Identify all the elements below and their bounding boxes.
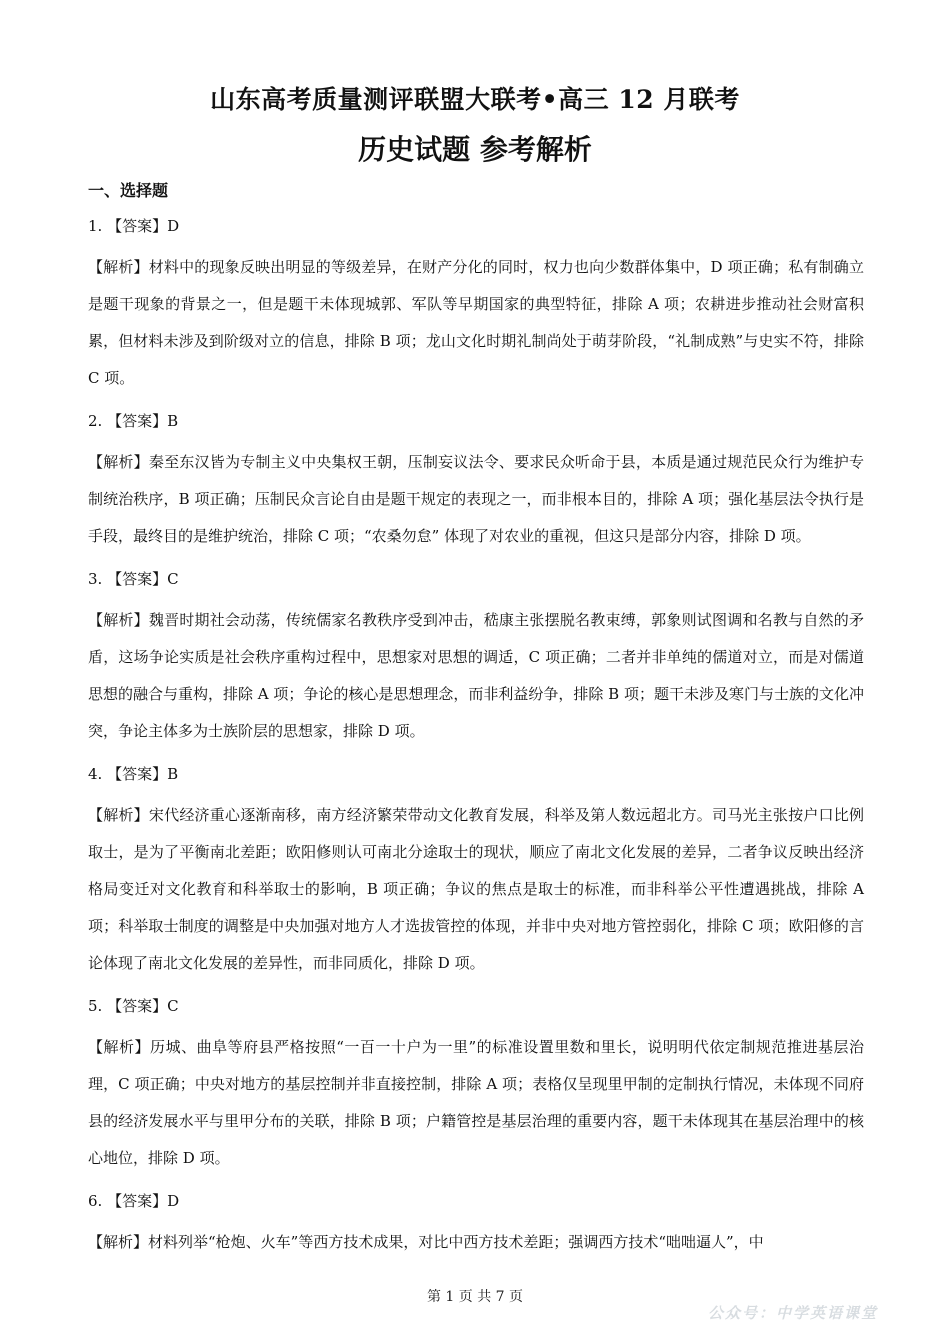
question-item-4 (88, 761, 864, 982)
analysis-paragraph: 【解析】材料中的现象反映出明显的等级差异，在财产分化的同时，权力也向少数群体集中，D 项正确；私有制确立是题干现象的背景之一，但是题干未体现城郭、军队等早期国家的典型特征，排除 A 项；农耕进步推动社会财富积累，但材料未涉及到阶级对立的信息，排除 B 项；龙山文化时期礼制尚处于萌芽阶段，“礼制成熟”与史实不符，排除 C 项。 (88, 258, 864, 387)
answer-line: 2. 【答案】B (88, 412, 179, 430)
question-item-5 (88, 993, 864, 1177)
answer-line: 1. 【答案】D (88, 217, 180, 235)
watermark: 公众号：中学英语课堂 (708, 1304, 879, 1322)
answer-line: 3. 【答案】C (88, 570, 179, 588)
answer-line: 5. 【答案】C (88, 997, 179, 1015)
question-item-2 (88, 408, 864, 555)
analysis-paragraph: 【解析】魏晋时期社会动荡，传统儒家名教秩序受到冲击，嵇康主张摆脱名教束缚，郭象则试图调和名教与自然的矛盾，这场争论实质是社会秩序重构过程中，思想家对思想的调适，C 项正确；二者并非单纯的儒道对立，而是对儒道思想的融合与重构，排除 A 项；争论的核心是思想理念，而非利益纷争，排除 B 项；题干未涉及寒门与士族的文化冲突，争论主体多为士族阶层的思想家，排除 D 项。 (88, 611, 864, 740)
analysis-paragraph: 【解析】宋代经济重心逐渐南移，南方经济繁荣带动文化教育发展，科举及第人数远超北方。司马光主张按户口比例取士，是为了平衡南北差距；欧阳修则认可南北分途取士的现状，顺应了南北文化发展的差异，二者争议反映出经济格局变迁对文化教育和科举取士的影响，B 项正确；争议的焦点是取士的标准，而非科举公平性遭遇挑战，排除 A 项；科举取士制度的调整是中央加强对地方人才选拔管控的体现，并非中央对地方管控弱化，排除 C 项；欧阳修的言论体现了南北文化发展的差异性，而非同质化，排除 D 项。 (88, 806, 864, 972)
question-item-6 (88, 1188, 864, 1261)
document-subtitle: 历史试题 参考解析 (358, 133, 592, 166)
analysis-paragraph: 【解析】历城、曲阜等府县严格按照“一百一十户为一里”的标准设置里数和里长，说明明代依定制规范推进基层治理，C 项正确；中央对地方的基层控制并非直接控制，排除 A 项；表格仅呈现里甲制的定制执行情况，未体现不同府县的经济发展水平与里甲分布的关联，排除 B 项；户籍管控是基层治理的重要内容，题干未体现其在基层治理中的核心地位，排除 D 项。 (88, 1038, 864, 1167)
analysis-paragraph: 【解析】材料列举“枪炮、火车”等西方技术成果，对比中西方技术差距；强调西方技术“咄咄逼人”，中 (88, 1233, 764, 1251)
page-number: 第 1 页 共 7 页 (426, 1289, 524, 1305)
document-title: 山东高考质量测评联盟大联考•高三 12 月联考 (210, 85, 740, 114)
answer-line: 6. 【答案】D (88, 1192, 180, 1210)
analysis-paragraph: 【解析】秦至东汉皆为专制主义中央集权王朝，压制妄议法令、要求民众听命于县，本质是通过规范民众行为维护专制统治秩序，B 项正确；压制民众言论自由是题干规定的表现之一，而非根本目的，排除 A 项；强化基层法令执行是手段，最终目的是维护统治，排除 C 项；“农桑勿怠” 体现了对农业的重视，但这只是部分内容，排除 D 项。 (88, 453, 864, 545)
answer-line: 4. 【答案】B (88, 765, 179, 783)
question-item-1 (88, 213, 864, 397)
answer-list (88, 213, 864, 1272)
section-heading: 一、选择题 (88, 181, 169, 200)
question-item-3 (88, 566, 864, 750)
